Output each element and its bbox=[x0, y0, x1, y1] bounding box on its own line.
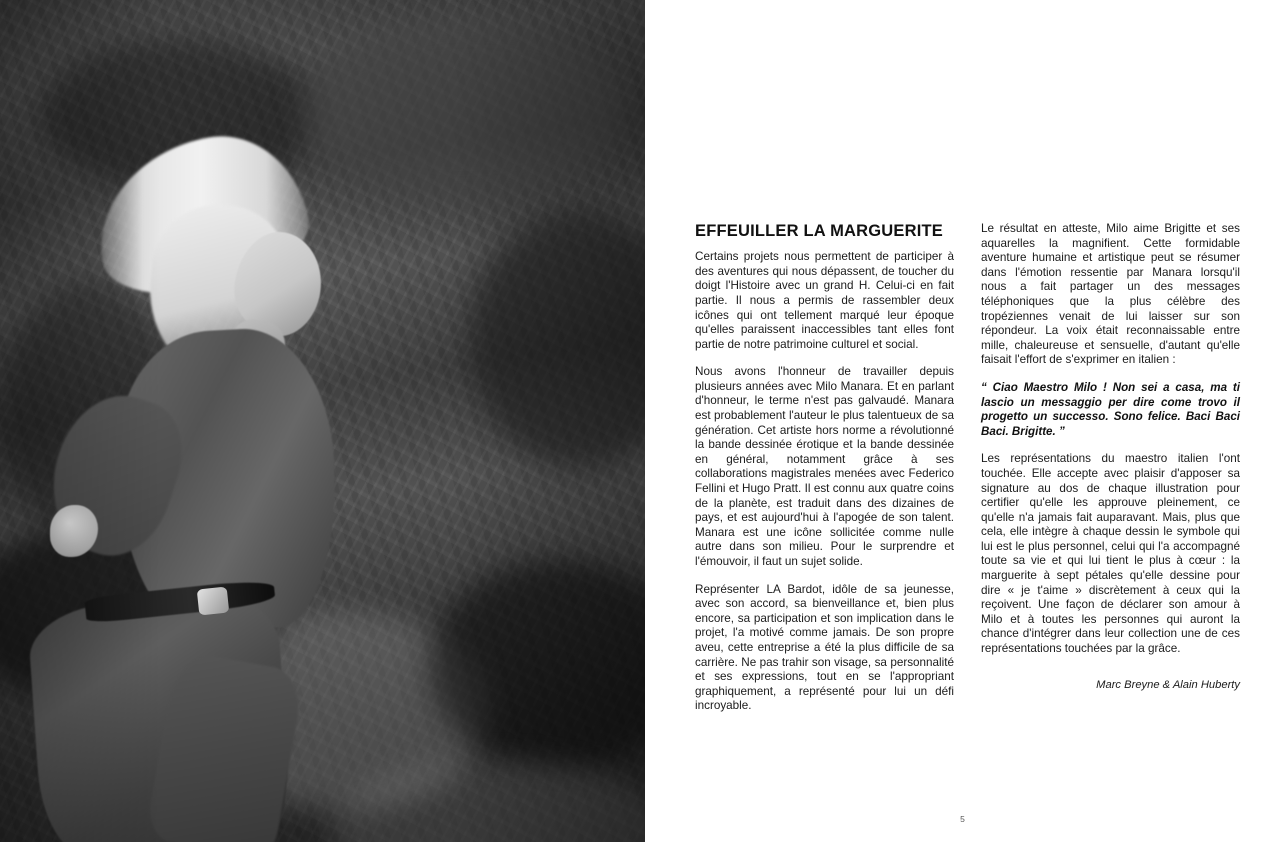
paragraph: Certains projets nous permettent de participer à des aventures qui nous dépassent, de toucher du doigt l'Histoire avec un grand H. Celui-ci en fait partie. Il nous a permis de rassembler deux icônes qui ont tellement marqué leur époque qu'elles paraissent inaccessibles tant elles font partie de notre patrimoine culturel et social. bbox=[695, 250, 954, 351]
paragraph: Les représentations du maestro italien l'ont touchée. Elle accepte avec plaisir d'apposer sa signature au dos de chaque illustration pour certifier qu'elle les approuve pleinement, ce qu'elle n'a jamais fait auparavant. Mais, plus que cela, elle intègre à chaque dessin le symbole qui lui est le plus personnel, celui qui l'a accompagné toute sa vie et qui lui tient le plus à cœur : la marguerite à sept pétales qu'elle dessine pour dire « je t'aime » discrètement à ceux qui la reçoivent. Une façon de déclarer son amour à Milo et à toutes les personnes qui auront la chance d'intégrer dans leur collection une de ces représentations touchées par la grâce. bbox=[981, 452, 1240, 656]
pull-quote: “ Ciao Maestro Milo ! Non sei a casa, ma ti lascio un messaggio per dire come trovo il progetto un successo. Sono felice. Baci Baci Baci. Brigitte. ” bbox=[981, 380, 1240, 438]
paragraph: Le résultat en atteste, Milo aime Brigitte et ses aquarelles la magnifient. Cette formidable aventure humaine et artistique peut se résumer dans l'émotion ressentie par Manara lorsqu'il nous a fait partager un des messages téléphoniques que la plus célèbre des tropéziennes venait de lui laisser sur son répondeur. La voix était reconnaissable entre mille, chaleureuse et sensuelle, d'autant qu'elle faisait l'effort de s'exprimer en italien : bbox=[981, 222, 1240, 367]
author-signature: Marc Breyne & Alain Huberty bbox=[1096, 678, 1240, 691]
paragraph: Représenter LA Bardot, idôle de sa jeunesse, avec son accord, sa bienveillance et, bien plus encore, sa participation et son implication dans le projet, l'a motivé comme jamais. De son propre aveu, cette entreprise a été la plus difficile de sa carrière. Ne pas trahir son visage, sa personnalité et ses expressions, tout en se l'appropriant graphiquement, a représenté pour lui un défi incroyable. bbox=[695, 582, 954, 713]
column-left bbox=[695, 222, 954, 714]
text-page bbox=[645, 0, 1280, 842]
column-right bbox=[981, 222, 1240, 714]
paragraph: Nous avons l'honneur de travailler depuis plusieurs années avec Milo Manara. Et en parlant d'honneur, le terme n'est pas galvaudé. Manara est probablement l'auteur le plus talentueux de sa génération. Cet artiste hors norme a révolutionné la bande dessinée érotique et la bande dessinée en général, notamment grâce à ses collaborations magistrales menées avec Federico Fellini et Hugo Pratt. Il est connu aux quatre coins de la planète, est traduit dans des dizaines de pays, et est aujourd'hui à l'apogée de son talent. Manara est une icône sollicitée comme nulle autre dans son milieu. Pour le surprendre et l'émouvoir, il faut un sujet solide. bbox=[695, 365, 954, 569]
article-columns bbox=[695, 222, 1240, 714]
page-title: EFFEUILLER LA MARGUERITE bbox=[695, 222, 944, 240]
page-number: 5 bbox=[960, 814, 965, 824]
